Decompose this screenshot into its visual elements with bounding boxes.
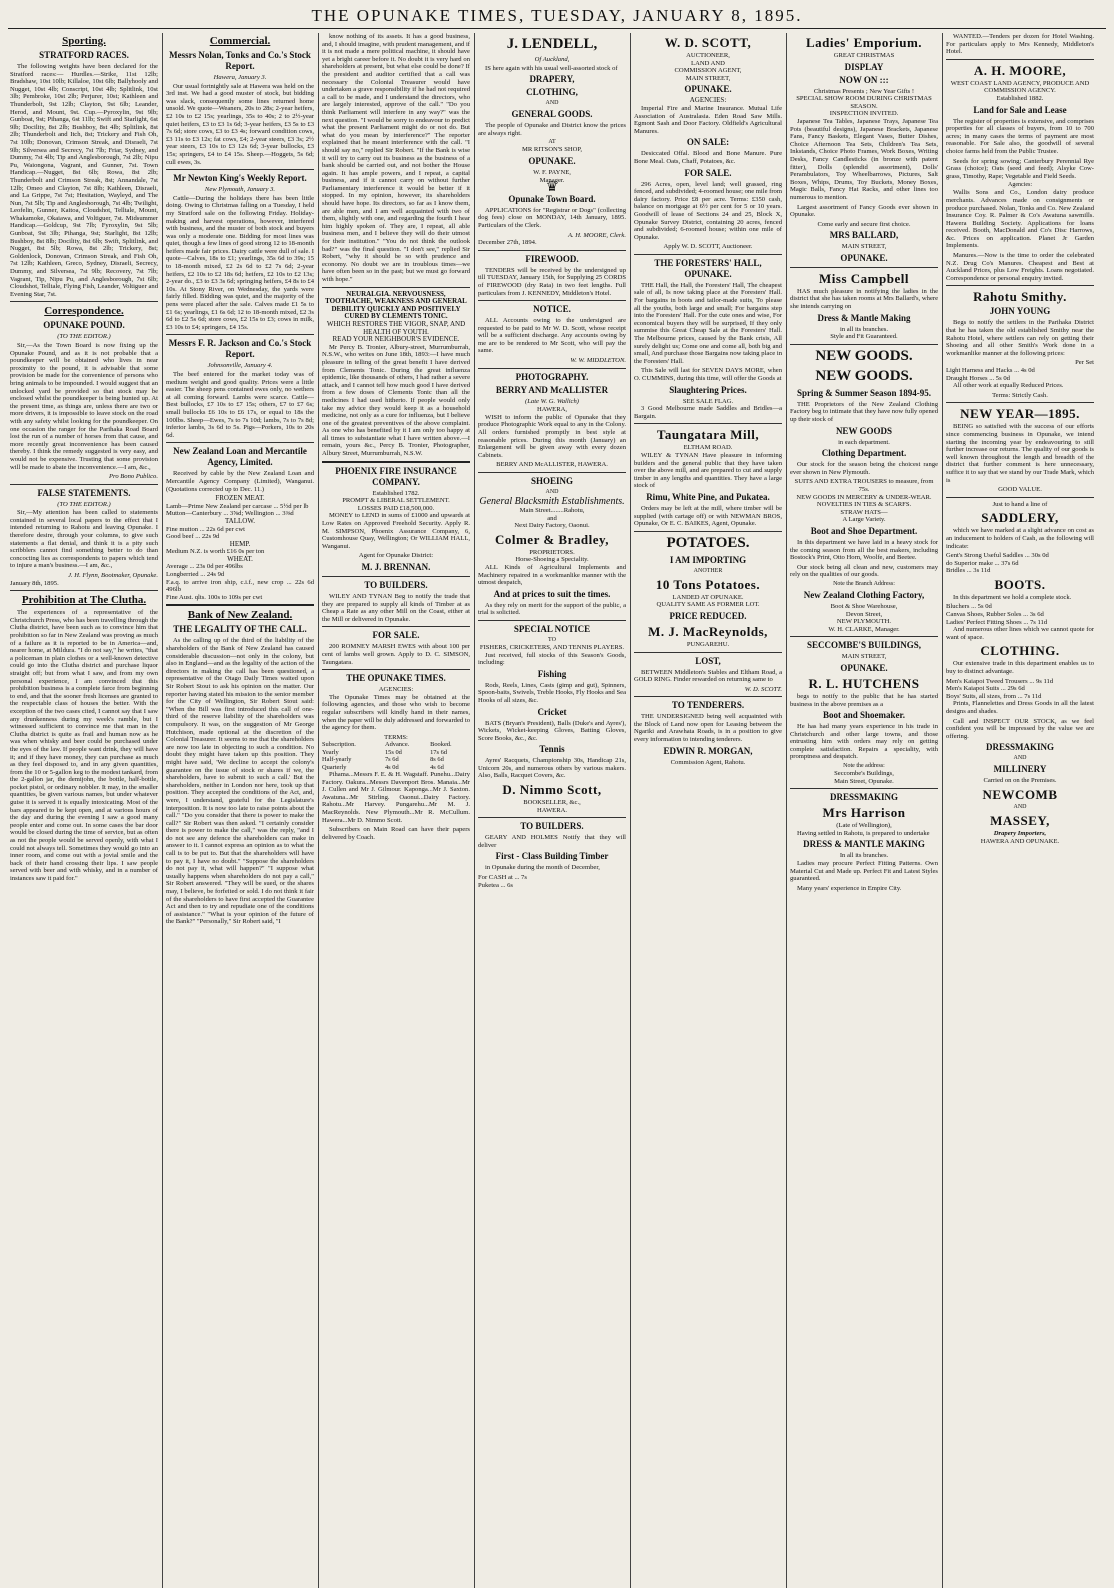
edwin-morgan: EDWIN R. MORGAN, (663, 745, 753, 756)
prints: Prints, Flannelettes and Dress Goods in all the latest designs and shades. (946, 700, 1094, 715)
legality-heading: THE LEGALITY OF THE CALL. (173, 624, 307, 635)
nz-clothing-factory: New Zealand Clothing Factory, (803, 589, 925, 600)
column-7 (946, 33, 1094, 1588)
slaughtering-prices: Slaughtering Prices. (669, 384, 747, 395)
manager-label: Manager. (539, 176, 565, 184)
jackson-dateline: Johnsonville, January 4. (207, 362, 273, 370)
mrs-ballard: MRS BALLARD, (829, 230, 899, 241)
per-set: Per Set (1075, 359, 1094, 367)
boot-body: In this department we have laid in a heavy stock for the coming season from all the best makers, including Bostock's Print, Otto Horn, Woolfe, and Beetee. (790, 538, 938, 562)
clutha-heading: Prohibition at The Clutha. (21, 594, 147, 607)
moore-sub: WEST COAST LAND AGENCY, PRODUCE AND COMMISSION AGENCY. (950, 79, 1090, 95)
town-board-date: December 27th, 1894. (478, 239, 537, 247)
fishers-heading: FISHERS, CRICKETERS, AND TENNIS PLAYERS. (479, 643, 625, 651)
wheat-label: WHEAT. (227, 554, 253, 563)
column-4 (478, 33, 626, 1588)
lendell-body: IS here again with his usual well-assorted stock of (485, 64, 618, 72)
column-rule (474, 33, 475, 1588)
commission-agent: Commission Agent, Rahotu. (670, 758, 746, 766)
devon-street: Devon Street, (845, 610, 883, 618)
clements-read: READ YOUR NEIGHBOUR'S EVIDENCE. (332, 335, 460, 344)
dressmaking-label: DRESSMAKING (985, 742, 1054, 753)
millinery-label: MILLINERY (993, 764, 1047, 775)
nolan-report-heading: Messrs Nolan, Tonks and Co.'s Stock Report. (169, 50, 311, 71)
for-sale-heading: FOR SALE. (372, 630, 420, 641)
new-year-body: BEING so satisfied with the success of our efforts since commencing business in Opunake, we intend starting the incoming year by endeavouring to still further increase our returns. The quality of our goods is well known throughout the length and breadth of the district that further comment is here unnecessary, suffice it to say that we stand by our Trade Mark, which is (946, 423, 1094, 484)
wanted-notice: WANTED.—Tenders per dozen for Hotel Washing. For particulars apply to Mrs Kennedy, Middleton's Hotel. (946, 33, 1094, 56)
cricket-label: Cricket (537, 706, 567, 717)
on-sale-heading: ON SALE: (686, 137, 730, 148)
harrison-dress: DRESS & MANTLE MAKING (803, 839, 925, 850)
massey: MASSEY, (990, 812, 1050, 828)
land-sale-heading: Land for Sale and Lease (973, 104, 1067, 115)
special-notice-heading: SPECIAL NOTICE (513, 623, 591, 634)
price-reduced: PRICE REDUCED. (669, 610, 747, 621)
moore-heading: A. H. MOORE, (973, 62, 1067, 78)
mercery: NEW GOODS IN MERCERY & UNDER-WEAR. (796, 493, 932, 501)
phoenix-heading: PHOENIX FIRE INSURANCE COMPANY. (335, 465, 457, 487)
column-rule (162, 33, 163, 1588)
correspondence-heading: Correspondence. (44, 305, 124, 318)
harrison-experience: Many years' experience in Empire City. (797, 884, 902, 892)
kaiapoi-trousers: Men's Kaiapoi Tweed Trousers ... 9s 11d (946, 677, 1054, 685)
money-to-lend: MONEY to LEND in sums of £1000 and upwards at Low Rates on Approved Freehold Security. Apply R. M. SIMPSON, Phoenix Assurance Company, 6, Customhouse Quay, Wellington; Or WILLIAM HALL, Wanganui. (322, 512, 470, 550)
opunake-label: OPUNAKE. (840, 252, 888, 263)
at-label: AT (548, 139, 556, 146)
phoenix-losses: LOSSES PAID £18,500,000. (357, 504, 435, 512)
call-inspect: Call and INSPECT OUR STOCK, as we feel confident you will be impressed by the value we are offering. (946, 717, 1094, 740)
lost-signature: W. D. SCOTT. (744, 685, 782, 693)
foresters-body: THE Hall, the Hall, the Foresters' Hall, The cheapest sale of all, Is now taking place at the Foresters' Hall. For bargains in boots and tailor-made suits, To please all the youths, both large and small; For bargains step into the Foresters' Hall. For the cute ones and wise, For economical buyers they will be surprised, If they only summise this Great Cheap Sale at the Foresters' Hall. The Melbourne prices, caused by the Bank crisis, All surely delight us; Come one and come all, both big and small, And purchase those Bargains now taking place in the Foresters' Hall. (634, 281, 782, 365)
clothing: CLOTHING, (526, 87, 578, 98)
manures: Manures.—Now is the time to order the celebrated N.Z. Drug Co's Manures. Cheapest and Best at Auckland Prices, plus Low Freights. Loans negotiated. Correspondence or personal enquiry invited. (946, 252, 1094, 282)
firewood-notice: TENDERS will be received by the undersigned up till TUESDAY, January 15th, for Supplying 25 CORDS of FIREWOOD (dry Rata) in two feet lengths. Full particulars from J. KENNEDY, Middleton's Hotel. (478, 266, 626, 297)
emporium-body-2: Largest assortment of Fancy Goods ever shown in Opunake. (790, 203, 938, 219)
fine-mutton-quote: Fine mutton ... 22s 6d per cwt (166, 525, 245, 533)
average-quote: Average ... 23s 0d per 496lbs (166, 563, 243, 571)
scott-agencies: Imperial Fire and Marine Insurance. Mutual Life Association of Australasia. Eden Road Saw Mills. Egmont Sash and Door Factory. Oldfield's Agricultural Manures. (634, 104, 782, 135)
harrison-body: Having settled in Rahotu, is prepared to undertake (797, 829, 930, 837)
canvas-shoes: Canvas Shoes, Rubber Soles ... 3s 6d (946, 611, 1044, 619)
false-statements-date: January 8th, 1895. (10, 579, 59, 587)
columns (8, 33, 1106, 1588)
false-statements-letter: Sir,—My attention has been called to statements contained in several local papers to the effect that I intended returning to Rahotu and leaving Opunake. I therefore desire, through your columns, to give such statements a flat denial, and think it is a pity such scribblers cannot find something better to do than concocting lies as correspondents to papers which tend to injure a man's business.—I am, &c., (10, 509, 158, 570)
clements-restores: WHICH RESTORES THE VIGOR, SNAP, AND HEALTH OF YOUTH. (326, 319, 466, 336)
light-harness: Light Harness and Hacks ... 4s 0d (946, 367, 1035, 374)
opunake-times-heading: THE OPUNAKE TIMES. (346, 673, 446, 684)
clothing-department: Clothing Department. (821, 448, 907, 459)
column-rule (942, 33, 943, 1588)
draught-horses: Draught Horses ... 5s 0d (946, 374, 1010, 382)
lost-body: BETWEEN Middleton's Stables and Eltham Road, a GOLD RING. Finder rewarded on returning same to (634, 668, 782, 684)
new-goods-heading: NEW GOODS. (815, 347, 913, 364)
clothing-body: Our stock for the season being the choicest range ever shown in New Plymouth. (790, 461, 938, 476)
emporium-list: Japanese Tea Tables, Japanese Trays, Japanese Tea Pots (beautiful designs), Japanese Brackets, Japanese Fans, Fancy Baskets, Elegant Vases, Butter Dishes, Choice Afternoon Tea Sets, Children's Tea Sets, Inkstands, Choice Photo Frames, Work Boxes, Writing Desks, Fancy Candlesticks (in bronze with patent fitter), Dolls (splendid assortment), Dolls' Perambulators, Toy Wheelbarrows, Pictures, Salt Boxes, Whips, Drums, Toy Buckets, Money Boxes, Magic Balls, Fancy Hat Racks, and other lines too numerous to mention. (790, 117, 938, 201)
bank-article: As the calling up of the third of the liability of the shareholders of the Bank of New Zealand has caused considerable discussion—not only in the colony, but also in England—and as the legality of the action of the directors in making the call has been questioned, a representative of the Otago Daily Times waited upon Sir Robert Stout to ask his opinion on the matter. Our reporter having stated his mission to the senior member for the City of Wellington, Sir Robert Stout said: "When the Bill was first introduced this call of one-third of the reserve liability of the shareholders was compulsory. It was, on the suggestion of Mr George Hutchison, made optional at the discretion of the Colonial Treasurer. It seems to me that the shareholders are now too late in objecting to such a condition. No doubt they might have taken up this position. They might have said, 'We decline to accept the colony's guarantee on the issue of stock or shares if we, the shareholders, have to submit to such a call.' But the shareholders, neither in London nor here, took up that position. They accepted the conditions of the Act, and, were, I understand, grateful for the Legislature's interposition. It is now too late to raise points about the call." "Do you consider that there is power to make the call?" Sir Robert was then asked. "I certainly consider there is power to make the call," was the reply, "and I do not see any defence the shareholders can make in answer to it. I cannot express an opinion as to what the call is to be put to. But that the shareholders will have to pay it, I have no doubt." "Suppose the shareholders do not pay it, what will happen?" "I suppose what usually happens when shareholders do not pay a call," Sir Robert answered. "They will be sued, or the shares may, I believe, be forfeited or sold. I do not think it fair of the shareholders to have first accepted the Guarantee Act and then to try and repudiate one of the conditions of assistance." "What is your opinion of the future of the Bank?" "Personally," Sir Robert said, "I (166, 637, 314, 926)
lendell-body-2: The people of Opunake and District know the prices are always right. (478, 122, 626, 137)
geary-puketea: Puketea ... 6s (478, 881, 513, 889)
town-board-heading: Opunake Town Board. (508, 193, 596, 204)
general-goods: GENERAL GOODS. (511, 109, 593, 120)
seccombe-opunake: OPUNAKE. (840, 662, 888, 673)
agencies-heading: AGENCIES: (378, 686, 414, 694)
masthead: THE OPUNAKE TIMES, TUESDAY, JANUARY 8, 1895. (8, 6, 1106, 29)
straw-hats: STRAW HATS— (840, 508, 888, 516)
new-goods-label: NEW GOODS (835, 425, 893, 436)
ritson-shop: MR RITSON'S SHOP, (522, 146, 582, 154)
agents-list: Pihama...Messrs F. E. & H. Wagstaff. Punehu...Dairy Factory. Oakura...Messrs Davenport Bros. Manaia...Mr J. Cullen and Mr J. Gilmour. Kaponga...Mr J. Saxton. Awatuna...Mr Stirling. Oaonui...Dairy Factory. Rahotu...Mr Harvey. Pungarehu...Mr M. J. MacReynolds. New Plymouth...Mr R. McCullum. Hawera...Mr D. Nimmo Scott. (322, 770, 470, 824)
colmer-body: ALL Kinds of Agricultural Implements and Machinery repaired in a workmanlike manner with the utmost despatch, (478, 563, 626, 587)
and-label: AND (545, 100, 559, 107)
for-sale-body: 296 Acres, open, level land; well grassed, ring fenced, and subdivided; 4-roomed house; one mile from dairy factory. Price £8 per acre. Terms: £350 cash, balance on mortgage at 6½ per cent for 5 or 10 years. Goodwill of lease of Sections 24 and 25, Block X, Opunake Survey District, containing 20 acres, fenced and subdivided; 6-roomed house; within one mile of Opunake. (634, 180, 782, 241)
commission-label: COMMISSION AGENT, (674, 67, 742, 75)
new-goods-body: THE Proprietors of the New Zealand Clothing Factory beg to intimate that they have now fully opened up their stock of (790, 400, 938, 424)
young-body-2: All other work at equally Reduced Prices. (953, 382, 1064, 390)
newton-king-heading: Mr Newton King's Weekly Report. (173, 173, 307, 184)
branches-label: in all its branches. (840, 325, 888, 333)
column-rule (318, 33, 319, 1588)
see-sale-flag: SEE SALE FLAG. (682, 397, 734, 405)
hemp-quote: Medium N.Z. is worth £16 0s per ton (166, 548, 265, 556)
eltham-road: ELTHAM ROAD. (683, 444, 733, 452)
spring-season: Spring & Summer Season 1894-95. (796, 387, 932, 398)
foresters-body-2: This Sale will last for SEVEN DAYS MORE, when O. CUMMINS, during this time, will offer the Goods at (634, 367, 782, 382)
agent-label: Agent for Opunake District: (358, 552, 434, 560)
nz-loan-heading: New Zealand Loan and Mercantile Agency, Limited. (173, 446, 307, 468)
importing: I AM IMPORTING (669, 554, 747, 565)
agencies-label: AGENCIES: (689, 96, 727, 105)
kaiapoi-suits: Men's Kaiapoi Suits ... 29s 6d (946, 685, 1025, 693)
boots-body: In this department we hold a complete stock. (953, 593, 1072, 601)
main-street-label: MAIN STREET, (685, 74, 731, 82)
lendell-sub: Of Auckland, (534, 56, 570, 63)
tennis-body: Ayres' Racquets, Championship 30s, Handicap 21s, Unicorn 20s, and numerous others by various makers. Also, Balls, Racquet Covers, &c. (478, 757, 626, 780)
rimu-label: Rimu, White Pine, and Pukatea. (646, 491, 770, 502)
clutha-article: The experiences of a representative of the Christchurch Press, who has been travelling through the Clutha district, have been such as to convince him that prohibition so far in New Zealand was proving as much of a failure as it is reported to be in America—and, nearer home, at Mildura. "I do not say," he writes, "that a policeman in plain clothes or a well-known detective could go into the Clutha district and purchase liquor straight off; but from what I saw, and from my own personal experience, I am convinced that this prohibition business is a complete farce from beginning to end, and that the sooner fresh licenses are granted to the respectable class of houses the better. With the exception of the two cases cited, I cannot say that I saw any drunkenness during my week's ramble, but I witnessed sufficient to convince me that man in the Clutha district is quite as frail and human now as he was when whisky and beer could be purchased under the eyes of the law. If people want drink, they will have it; and if they have money, they can purchase as much as they feel disposed to, and in any given quantities, from the 10 or 5-gallon keg to the modest tankard, from the 2-gallon jar, the demijohn, the bottle, half-bottle, pocket pistol, or ordinary nobbler. It may, in the smaller quantities, be given various names, but under whatever guise it is served it is equally intoxicating. Most of the bars appeared to be kept open, and at various hours of the day and during the evening I saw a good many people enter and come out. In some cases the bar door would be closed during the time of service, but as often as not the people would be served openly, with what I could not always tell. Sometimes they would go into an inner room, and come out with a jovial smile and the back of their hand crossing their lips. I saw people served with beer and with whisky, and in a number of instances saw it paid for." (10, 609, 158, 882)
suits-trousers: SUITS AND EXTRA TROUSERS to measure, from 75s. (794, 478, 934, 493)
berry-heading: BERRY AND McALLISTER (495, 384, 609, 395)
notice-body: ALL Accounts owing to the undersigned are requested to be paid to Mr W. D. Scott, whose receipt will be a sufficient discharge. Any accounts owing by me are to be rendered to Mr Scott, who will pay the same. (478, 317, 626, 355)
main-street-opunake: Main Street, Opunake. (834, 777, 894, 785)
column-6 (790, 33, 938, 1588)
hutchens-body-2: He has had many years experience in his trade in Christchurch and other large towns, and those entrusting him with orders may rely on getting complete satisfaction. Repairs a speciality, with promptness and despatch. (790, 723, 938, 761)
cricket-body: BATS (Bryan's President), Balls (Duke's and Ayres'), Wickets, Wicket-keeping Gloves, Batting Gloves, Score Books, &c., &c. (478, 719, 626, 742)
show-room: SPECIAL SHOW ROOM DURING CHRISTMAS SEASON. (796, 95, 932, 110)
tennis-label: Tennis (539, 744, 565, 755)
agencies-heading: Agencies: (1008, 182, 1032, 189)
lamb-quote: Lamb—Prime New Zealand per carcase ... 5½d per lb (166, 502, 309, 510)
faq-quote: F.a.q. to arrive iron ship, c.i.f., new crop ... 22s 6d 496lb (166, 578, 314, 594)
fishers-intro: Just received, full stocks of this Season's Goods, including: (478, 651, 626, 667)
hutchens-body: begs to notify to the public that he has started business in the above premises as a (790, 692, 938, 708)
fishing-label: Fishing (537, 668, 567, 679)
agencies-body: The Opunake Times may be obtained at the following agencies, and those who wish to become regular subscribers will kindly hand in their names, when the paper will be duly addressed and forwarded to the agency for them. (322, 693, 470, 732)
boot-body-2: Our stock being all clean and new, customers may rely on the qualities of our goods. (790, 563, 938, 579)
hawera-label: HAWERA, (536, 406, 568, 414)
bootmaker-label: Boot and Shoemaker. (823, 710, 905, 721)
stratford-races-heading: STRATFORD RACES. (39, 50, 129, 60)
good-value: GOOD VALUE. (998, 486, 1042, 494)
colmer-bradley-heading: Colmer & Bradley, (494, 531, 610, 547)
column-5 (634, 33, 782, 1588)
nz-loan-intro: Received by cable by the New Zealand Loan and Mercantile Agency Company (Limited), Wanganui. (Quotations corrected up to Dec. 11.) (166, 470, 314, 493)
frozen-meat-label: FROZEN MEAT. (215, 494, 265, 503)
column-2 (166, 33, 314, 1588)
berry-signature: BERRY AND McALLISTER, HAWERA. (496, 461, 608, 469)
subscribers-note: Subscribers on Main Road can have their papers delivered by Coach. (322, 826, 470, 841)
column-3 (322, 33, 470, 1588)
young-body: Begs to notify the settlers in the Parihaka District that he has taken the old established Smithy near the Rahotu Hotel, where settlers can rely on getting their Shoeing and all other Smith's Work done in a workmanlike manner at the following prices: (946, 319, 1094, 357)
another-label: ANOTHER (693, 567, 723, 574)
pound-letter: Sir,—As the Town Board is now fixing up the Opunake Pound, and as it is not probable that a poundkeeper will be obtained who lives in near proximity to the pound, it is advisable that some provision be made for the convenience of persons who bring animals to be impounded. I would suggest that an unlocked yard be provided so that stock may be enclosed whilst the poundkeeper is being hunted up. At the present time, as things are, unless there are two or more drivers, it is impossible to leave stock on the road with any safety whilst looking for the poundkeeper. On one occasion the ranger for the Parihaka Road Board lost the run of a number of horses from that cause, and more recently great inconvenience has been caused thereby. I think the remedy suggested is very easy, and would not be expensive. Trusting that some provision will be made to abate the inconvenience.—I am, &c., (10, 342, 158, 471)
hutchens-heading: R. L. HUTCHENS (808, 675, 920, 691)
branch-address-note: Note the Branch Address: (833, 580, 895, 587)
boots-body-2: And numerous other lines which we cannot quote for want of space. (946, 626, 1094, 641)
landed-label: LANDED AT OPUNAKE. (672, 593, 744, 601)
each-department: in each department. (838, 438, 890, 446)
saddlery-intro: Just to hand a line of (992, 500, 1048, 508)
and-label: and (547, 514, 557, 522)
geary-cash: For CASH at ... 7s (478, 874, 527, 882)
dress-mantle: Dress & Mantle Making (817, 312, 911, 323)
superior-saddles: do Superior make ... 37s 6d (946, 559, 1019, 567)
late-of-wellington: (Late of Wellington), (836, 822, 892, 830)
clothing-heading: CLOTHING. (980, 643, 1060, 659)
main-street-rahotu: Main Street........Rahotu, (519, 507, 585, 514)
tenderers-heading: TO TENDERERS. (671, 700, 745, 711)
phoenix-prompt: PROMPT & LIBERAL SETTLEMENT. (342, 497, 450, 505)
taungatara-body-2: Orders may be left at the mill, where timber will be supplied (with cartage off) or with NEWMAN BROS, Opunake, Or E. C. BAIKES, Agent, Opunake. (634, 504, 782, 528)
boot-shoe-department: Boot and Shoe Department. (810, 525, 918, 536)
carried-on: Carried on on the Premises. (983, 777, 1057, 785)
campbell-body: HAS much pleasure in notifying the ladies in the district that she has taken rooms at Mrs Ballard's, where she intends carrying on (790, 287, 938, 311)
harrison-body-2: Ladies may procure Perfect Fitting Patterns. Own Material Cut and Made up. Perfect Fit and Latest Styles guaranteed. (790, 860, 938, 883)
quality-label: QUALITY SAME AS FORMER LOT. (656, 601, 760, 609)
seccombe-main-street: MAIN STREET, (841, 653, 887, 661)
saddlery-heading: SADDLERY, (981, 510, 1059, 526)
land-label: LAND AND (691, 59, 725, 67)
presents-label: Christmas Presents ; New Year Gifts ! (813, 87, 915, 95)
flour-quote: Fine Aust. qlts. 100s to 109s per cwt (166, 593, 263, 601)
and-label-2: AND (1013, 803, 1027, 810)
and-label: AND (1013, 755, 1027, 762)
new-year-heading: NEW YEAR—1895. (960, 406, 1080, 422)
sporting-body: The following weights have been declared for the Stratford races:— Hurdles.—Strike, 11st 12lb; Bradshaw, 10st 10lb; Killaloe, 10st 6lb; Ballyhooly and Nugget, 10st 4lb; Conscript, 10st 4lb; Splitlink, 10st 3lb; Pembroke, 10st 2lb; Perjurer, 10st; Kathleen and Thunderbolt, 9st 12lb; Clayton, 9st 6lb; Leander, Herod, and Mount, 9st. Cup.—Pyroxylin, 9st 9lb; Gunboat, 9st; Pihanga, 6st 11lb; Swift and Starlight, 6st 9lb; Docility, 8st 2lb; Bushboy, 8st 4lb; Splitlink, 8st 2lb; Thunderbolt and Itch, 8st; Trickery and Fish Oh, 7st 10lb; Donovan, Crimson Streak, and Disraeli, 7st 9lb; Silversea and Secrecy, 7st 7lb; Friar, Sydney, and Dummy, 7st 4lb; Tip and Anglesborough, 7st 2lb; Nipu Pu, Waiongona, Vagrant, and Gunner, 7st. Town Handicap.—Nugget, 8st 6lb; Rowa, 8st 2lb; Thunderbolt and Crimson Streak, 8st; Annandale, 7st 12lb; Omeo and Clayton, 7st 8lb; Kathleen, Disraeli, and La Grippe, 7st 7st; Hesitation, Wayleyd, and The Nun, 7st 5lb; Tip and Anglesborough, 7st 4lb; Twilight, Leofelin, Gunner, Kaitoa, Cloudshot, Telltale, Mount, Whakamoke, Okaiawa, and Voltiguer, 7st. Midsummer Handicap.—Goldcup, 9st 7lb; Fyroxylin, 9st 5lb; Gunboat, 9st 3lb; Pihanga, 9st; Starlight, 8st 12lb; Bushboy, 8st 8lb; Docility, 8st 6lb; Swift, Splitlink, and Nugget, 8st 5lb; Rowa, 8st 2lb; Trickery, 8st; Goldenlock, Donovan, Crimson Streak, and Fish Oh, 7st 12lb; Kathleen, Greco, Sydney, Disraeli, Secrecy, Dummy, and Silversea, 7st 9lb; Recovery, 7st 7lb; Vagrant, Tip, Nipu Pu, and Anglesborough, 7st 6lb; Cloudshot, Telltale, Flying Fish, Leander, Voltiguer and Evening Star, 7st. (10, 63, 158, 298)
clothing-body: Our extensive trade in this department enables us to buy to distinct advantage. (946, 660, 1094, 676)
terms-table: Subscription. Advance. Booked. Yearly 15s 0d 17s 6d Half-yearly 7s 6d 8s 6d Quarterly 4s 0d 4s 6d (322, 741, 452, 771)
auctioneer-label: AUCTIONEER, (686, 52, 730, 59)
now-on: NOW ON ::: (839, 74, 889, 85)
to-label: TO (548, 636, 556, 643)
bank-article-continued: know nothing of its assets. It has a good business, and, I should imagine, with prudent management, and if it is not made a mere political machine, it should have yet a bright career before it. No doubt it is very hard on shareholders at present, but what else could be done? If the president and auditor certified that a call was necessary the Colonial Treasurer would have undertaken a grave responsibility if he had not required a call to be made, and I understand the directors, who are largely interested, approve of the call." "Do you think Parliament will interfere in any way?" was the next question. "I would be sorry to endeavour to predict what the present Parliament might do or not do. But what do you mean by interference?" The reporter explained that he meant interference with the call. "I should say no," replied Sir Robert. "If the Bank is wise it will try to carry out its business as the business of a bank should be carried out, and not bother the House again. It has ample powers, and I repeat, a capital business, and if it cannot carry on without further Parliamentary interference it would be better if it stopped. In my opinion, however, its shareholders should have hope. Its directors, so far as I know them, are able men, and I am well acquainted with two of them, slightly with one, and regarding the fourth I hear him highly spoken of. They are, I repeat, all able business men, and I believe they will do their utmost for their institution." "You do not think the outlook bad?" was the final question. "I don't see," replied Sir Robert, "why it should be so with prudence and economy. No doubt we are in troublous times—we have often been so in the past; but we must go forward with hope." (322, 33, 470, 283)
drapery-importers: Drapery Importers, (993, 829, 1047, 837)
longberried-quote: Longberried ... 24s 9d (166, 571, 225, 579)
nolan-report: Our usual fortnightly sale at Hawera was held on the 3rd inst. We had a good muster of stock, but bidding was slack, consequently some lines returned home unsold. We quote—Weaners, 20s to 28s; 2-year heifers, £2 10s to £2 15s; yearlings, 35s to 40s; 2 to 2½-year quiet heifers, £3 to £3 1s 6d; 3-year heifers, £3 5s to £3 7s 6d; store cows, £3 to £3 4s; forward condition cows, £3 11s to £3 12s; fat cows, £4; 2-year steers, £3 3s; 2½ year steers, £3 10s to £3 12s 6d; 3-year bullocks, £3 15s; springers, £4 to £4 15s. Sheep.—Hoggets, 5s 6d; cull ewes, 3s. (166, 82, 314, 166)
agent-name: M. J. BRENNAN. (361, 562, 431, 572)
drapery: DRAPERY, (529, 74, 575, 85)
blacksmith-heading: General Blacksmith Establishments. (479, 496, 625, 507)
come-early: Come early and secure first choice. (817, 220, 911, 228)
jackson-report: The beef entered for the market today was of medium weight and good quality. Prices were a little easier. The sheep pens contained ewes only, no wethers at all coming forward. Lambs were scarce. Cattle—Best bullocks, £7 10s to £7 15s; others, £7 to £7 6s; small bullocks £6 10s to £6 17s, or equal to 18s the 100lbs. Sheep—Ewes, 7s to 7s 10d; lambs, 7s to 7s 8d; inferior lambs, 3s 6d to 5s. Pigs—Porkers, 10s to 20s 6d. (166, 371, 314, 439)
town-board-signature: A. H. MOORE, Clerk. (567, 231, 626, 239)
berry-body: WISH to inform the public of Opunake that they produce Photographic Work equal to any in the Colony. All orders furnished promptly in best style at reasonable prices. During this month (January) an Enlargement will be given away with every dozen Cabinets. (478, 413, 626, 459)
ladies-emporium-heading: Ladies' Emporium. (805, 35, 923, 50)
taungatara-mill-heading: Taungatara Mill, (656, 427, 760, 443)
mrs-harrison: Mrs Harrison (822, 805, 906, 821)
established: Established 1882. (996, 94, 1044, 102)
gents-saddles: Gent's Strong Useful Saddles ... 30s 0d (946, 552, 1049, 560)
to-builders-heading: TO BUILDERS. (364, 580, 428, 590)
false-statements-signature: J. H. Flynn, Bootmaker, Opunake. (68, 572, 158, 580)
bridles: Bridles ... 3s 11d (946, 567, 991, 575)
horse-shoeing: Horse-Shoeing a Speciality. (515, 556, 589, 564)
opunake-label: OPUNAKE. (528, 155, 576, 166)
shoeing-heading: SHOEING (530, 476, 573, 486)
colmer-prices: And at prices to suit the times. (493, 588, 611, 599)
ladies-shoes: Ladies' Perfect Fitting Shoes ... 7s 11d (946, 618, 1048, 626)
lost-heading: LOST, (695, 655, 721, 666)
john-young: JOHN YOUNG (989, 306, 1051, 317)
sporting-heading: Sporting. (62, 35, 106, 47)
boys-suits: Boys' Suits, all sizes, from ... 7s 11d (946, 692, 1042, 700)
column-rule (630, 33, 631, 1588)
taungatara-body: WILEY & TYNAN Have pleasure in informing builders and the general public that they have taken over the above mill, and are prepared to cut and supply timber in any lengths and quantities. They have a large stock of (634, 451, 782, 490)
rahotu-smithy-heading: Rahotu Smithy. (973, 289, 1067, 305)
macreynolds: M. J. MacReynolds, (648, 623, 768, 639)
bluchers: Bluchers ... 5s 0d (946, 603, 992, 611)
geary-timber: First - Class Building Timber (495, 851, 609, 862)
clements-testimonial: Mr Percy B. Tronier, Albury-street, Murrumburrah, N.S.W., who writes on June 18th, 1893:—I have much pleasure in telling of the great benefit I have derived from Clements Tonic. During the great influenza epidemic, like thousands of others, I had rather a severe attack, and I cannot tell how much good I have derived from a few doses of Clements Tonic than all the medicines I had used hitherto. If people would only take my advice they would keep it as a household medicine, not only as a cure for influenza, but I believe one of the greatest preventives of the above complaint. As one who has benefited by it I am only too happy at all times to substantiate what I have written above.—I remain, yours &c., Percy B. Tronier, Photographer, Albury Street, Murrumburrah, N.S.W. (322, 343, 470, 458)
for-sale-heading: FOR SALE. (684, 167, 732, 178)
photography-heading: PHOTOGRAPHY. (515, 371, 589, 382)
tenderers-body: THE UNDERSIGNED being well acquainted with the Block of Land now open for Leasing between the Ngariki and Arawhata Roads, is in a position to give every information to intending tenderers. (634, 713, 782, 744)
firewood-heading: FIREWOOD. (525, 253, 579, 264)
and-label: AND (545, 489, 559, 495)
berry-sub: (Late W. G. Wallich) (525, 397, 579, 405)
opunake-label: OPUNAKE. (684, 84, 732, 95)
moore-agencies: Wallis Sons and Co., London dairy produce merchants. Advances made on consignments or produce purchased. Nolan, Tonks and Co. New Zealand Insurance Coy. R. Palmer & Co's Awatuna sawmills. Hawera Building Society. Applications for loans received. Booth, MacDonald and Co's Disc Harrows, &c. Prices on application. Planet Jr Garden Implements. (946, 189, 1094, 250)
large-variety: A Large Variety. (842, 516, 886, 524)
geary-builders-heading: TO BUILDERS. (520, 821, 584, 832)
hemp-label: HEMP. (229, 539, 251, 548)
address-note: Note the address: (843, 763, 885, 770)
mutton-quote: Mutton—Canterbury ... 3⅝d; Wellington ... 3⅜d (166, 510, 294, 518)
warehouse: Boot & Shoe Warehouse, (830, 602, 898, 610)
seeds: Seeds for spring sowing; Canterbury Perennial Rye Grass (choice); Oats (seed and feed); Alsyke Cow-grass, Timothy, Rape; Vegetable and Field Seeds. (946, 157, 1094, 180)
ten-tons-potatoes: 10 Tons Potatoes. (655, 576, 761, 592)
main-street: MAIN STREET, (841, 243, 887, 251)
great-christmas: GREAT CHRISTMAS (833, 52, 895, 59)
column-rule (786, 33, 787, 1588)
seccombe-heading: SECCOMBE'S BUILDINGS, (806, 640, 922, 651)
payne: W. F. PAYNE, (533, 168, 571, 176)
boots-heading: BOOTS. (994, 576, 1046, 592)
dressmaking-heading: DRESSMAKING (829, 792, 898, 803)
newton-king-report: Cattle—During the holidays there has been little doing. Owing to Christmas falling on a Tuesday, I held my Stratford sale on the following Friday. Holiday-making and harvest operations, however, interfered with business, and the muster of both stock and buyers was only a moderate one. Bidding for most lines was quiet, though a few lines of good strong 12 to 18-month heifers made fair prices. Dairy cattle were dull of sale. I quote—Calves, 18s to £1; yearlings, 35s 6d to 39s; 15 to 18-month mixed, £2 2s 6d to £2 7s 6d; 2-year heifers, £2 10s to £2 18s 6d; heifers, £2 10s to £2 13s; 2-year do., £3 to £3 3s 6d; springing heifers, £4 8s to £4 10s. At Stony River, on Wednesday, the yards were fairly filled. Bidding was quiet, and the majority of the pens were placed after the sale. Calves made £1 5s to £1 6s; yearlings, £1 6s 6d; 12 to 18-month mixed, £2 3s 6d to £2 5s 6d; store cows, £2 15s to £3; cows in milk, £3 10s to £4; springers, £4 15s. (166, 194, 314, 331)
scott-heading: W. D. SCOTT, (664, 35, 752, 50)
nolan-dateline: Hawera, January 3. (213, 74, 267, 81)
inspection-invited: INSPECTION INVITED. (829, 110, 899, 118)
notice-signature: W. W. MIDDLETON. (570, 357, 626, 365)
hawera-opunake: HAWERA AND OPUNAKE. (980, 837, 1060, 845)
new-plymouth: NEW PLYMOUTH. (836, 618, 892, 626)
newcomb: NEWCOMB (982, 786, 1058, 802)
to-editor-label: (TO THE EDITOR.) (57, 333, 111, 341)
style-guaranteed: Style and Fit Guaranteed. (830, 333, 898, 341)
town-board-notice: APPLICATIONS for "Registrar or Dogs" (collecting dog fees) close on MONDAY, 14th January, 1895. Particulars of the Clerk. (478, 206, 626, 229)
phoenix-established: Established 1782. (372, 489, 420, 497)
geary-body-2: in Opunake during the month of December, (485, 864, 600, 872)
terms-cash: Terms: Strictly Cash. (992, 391, 1048, 399)
romney-ewes-ad: 200 ROMNEY MARSH EWES with about 100 per cent of lambs well grown. Apply to D. C. SIMSON, Taungatara. (322, 643, 470, 666)
crown-crest-icon: ♛ (545, 180, 559, 196)
on-sale-body: Desiccated Offal. Blood and Bone Manure. Pure Bone Meal. Oats, Chaff, Potatoes, &c. (634, 150, 782, 165)
to-editor-label: (TO THE EDITOR.) (57, 500, 111, 508)
false-statements-heading: FALSE STATEMENTS. (37, 487, 131, 498)
newton-king-dateline: New Plymouth, January 3. (204, 186, 276, 194)
wiley-tynan-ad: WILEY AND TYNAN Beg to notify the trade that they are prepared to supply all kinds of Timber at as Cheap a Rate as any other Mill on the Coast, either at the Mill or delivered in Opunake. (322, 593, 470, 623)
saddles-bargain: 3 Good Melbourne made Saddles and Bridles—a Bargain. (634, 405, 782, 420)
terms-heading: TERMS: (384, 733, 408, 741)
pungarehu: PUNGAREHU. (686, 640, 730, 648)
nimmo-scott: D. Nimmo Scott, (502, 782, 602, 798)
jackson-heading: Messrs F. R. Jackson and Co.'s Stock Report. (168, 338, 312, 360)
colmer-body-2: As they rely on merit for the support of the public, a trial is solicited. (478, 601, 626, 617)
clements-tonic-ad: NEURALGIA. NERVOUSNESS, TOOTHACHE, WEAKNESS AND GENERAL DEBILITY QUICKLY AND POSITIVELY CURED BY CLEMENTS TONIC. (325, 289, 467, 321)
good-beef-quote: Good beef ... 22s 9d (166, 533, 220, 541)
next-dairy: Next Dairy Factory, Oaonui. (514, 522, 590, 530)
seccombe-buildings: Seccombe's Buildings, (834, 770, 894, 778)
column-1 (10, 33, 158, 1588)
saddlery-body: which we have marked at a slight advance on cost as an inducement to holders of Cash, as the following will indicate: (946, 527, 1094, 550)
apply-scott: Apply W. D. SCOTT, Auctioneer. (663, 243, 753, 251)
notice-heading: NOTICE. (533, 304, 571, 315)
clarke-manager: W. H. CLARKE, Manager. (828, 625, 900, 633)
hawera-label: HAWERA. (536, 806, 568, 814)
lendell-heading: J. LENDELL, (506, 36, 598, 52)
geary-body: GEARY AND HOLMES Notify that they will deliver (478, 834, 626, 849)
foresters-heading: THE FORESTERS' HALL, OPUNAKE. (654, 257, 762, 279)
bank-nz-heading: Bank of New Zealand. (187, 609, 293, 622)
pound-heading: OPUNAKE POUND. (43, 320, 125, 331)
harrison-branches: In all its branches. (839, 852, 889, 860)
fishing-body: Rods, Reels, Lines, Casts (gimp and gut), Spinners, Spoon-baits, Swivels, Treble Hooks, Fly Hooks and Sea Hooks of all sizes, &c. (478, 681, 626, 704)
display-label: DISPLAY (844, 61, 884, 72)
novelties: NOVELTIES IN TIES & SCARFS. (816, 501, 912, 509)
commercial-heading: Commercial. (209, 35, 271, 47)
new-goods-heading-2: NEW GOODS. (815, 367, 913, 384)
bookseller: BOOKSELLER, &c., (523, 799, 581, 807)
moore-body: The register of properties is extensive, and comprises properties for all classes of buyers, from 10 to 700 acres; in many cases the terms of payment are most reasonable. For Sale also, the goodwill of several choice farms held from the Public Trustee. (946, 117, 1094, 155)
miss-campbell-heading: Miss Campbell (819, 270, 909, 286)
pound-signature: Pro Bono Publico. (108, 473, 158, 481)
tallow-label: TALLOW. (224, 516, 256, 525)
proprietors-label: PROPRIETORS. (529, 548, 575, 556)
potatoes-heading: POTATOES. (666, 534, 750, 551)
